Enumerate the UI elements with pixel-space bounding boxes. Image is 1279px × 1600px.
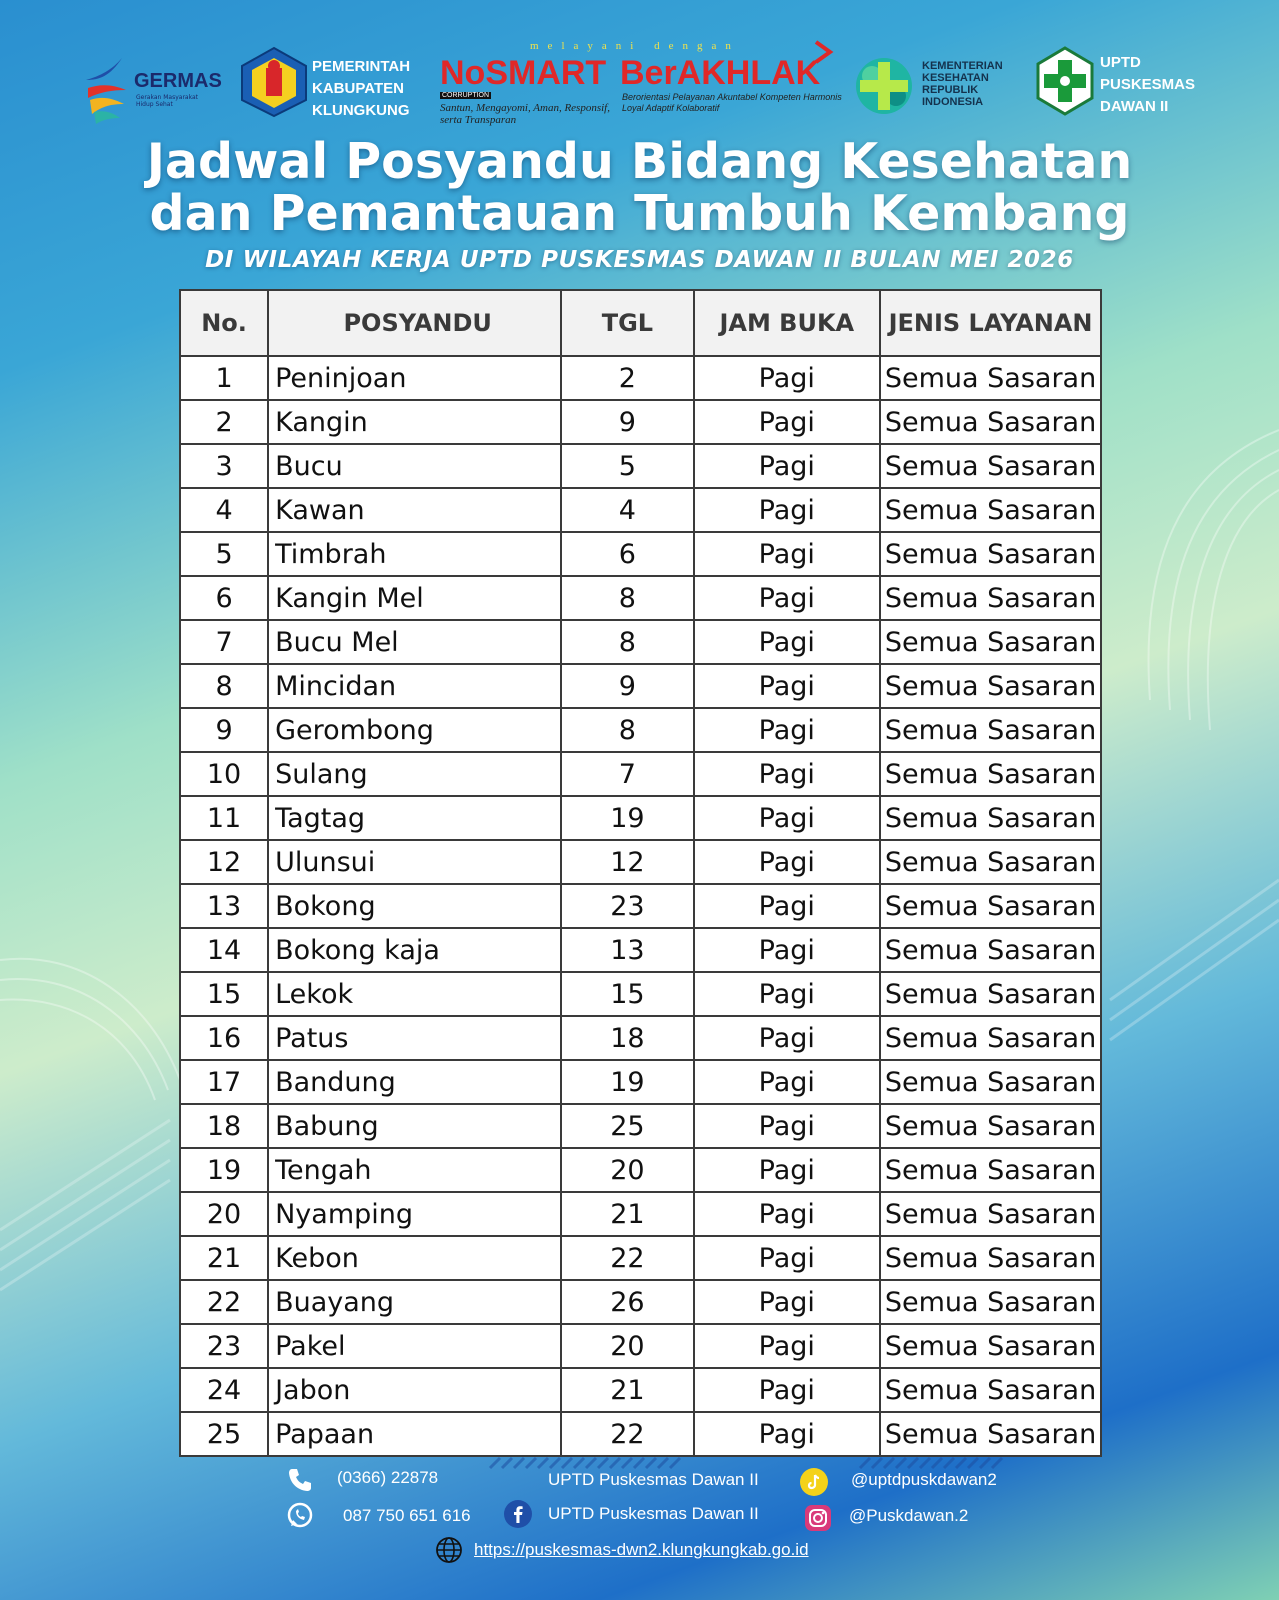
- whatsapp-number: 087 750 651 616: [343, 1506, 471, 1525]
- table-row: [180, 1104, 1101, 1148]
- header-jenis-layanan: JENIS LAYANAN: [880, 290, 1101, 356]
- header-no: No.: [180, 290, 268, 356]
- row-no: 10: [180, 752, 268, 796]
- posyandu-name: Bucu: [268, 444, 561, 488]
- row-no: 14: [180, 928, 268, 972]
- table-row: [180, 1280, 1101, 1324]
- globe-icon: [435, 1536, 463, 1564]
- jenis-layanan-value: Semua Sasaran: [880, 752, 1101, 796]
- tgl-value: 8: [561, 576, 693, 620]
- table-row: [180, 576, 1101, 620]
- jenis-layanan-value: Semua Sasaran: [880, 1016, 1101, 1060]
- tiktok-icon[interactable]: [800, 1468, 828, 1496]
- pemkab-text: [312, 56, 410, 122]
- jam-buka-value: Pagi: [694, 840, 881, 884]
- jenis-layanan-value: Semua Sasaran: [880, 1148, 1101, 1192]
- table-row: [180, 400, 1101, 444]
- tgl-value: 8: [561, 620, 693, 664]
- pemkab-klungkung-logo: [238, 46, 418, 126]
- row-no: 17: [180, 1060, 268, 1104]
- jam-buka-value: Pagi: [694, 400, 881, 444]
- posyandu-name: Nyamping: [268, 1192, 561, 1236]
- row-no: 6: [180, 576, 268, 620]
- berakhlak-wordmark: BerAKHLAK: [620, 54, 821, 92]
- row-no: 9: [180, 708, 268, 752]
- jenis-layanan-value: Semua Sasaran: [880, 532, 1101, 576]
- jenis-layanan-value: Semua Sasaran: [880, 488, 1101, 532]
- posyandu-name: Buayang: [268, 1280, 561, 1324]
- jam-buka-value: Pagi: [694, 708, 881, 752]
- tgl-value: 2: [561, 356, 693, 400]
- jam-buka-value: Pagi: [694, 884, 881, 928]
- title-line-1: Jadwal Posyandu Bidang Kesehatan: [146, 133, 1133, 190]
- tgl-value: 22: [561, 1412, 693, 1456]
- jam-buka-value: Pagi: [694, 444, 881, 488]
- row-no: 24: [180, 1368, 268, 1412]
- page-subtitle: DI WILAYAH KERJA UPTD PUSKESMAS DAWAN II BULAN MEI 2026: [205, 247, 1074, 273]
- table-row: [180, 356, 1101, 400]
- posyandu-name: Bucu Mel: [268, 620, 561, 664]
- kemenkes-text: [922, 60, 1003, 108]
- row-no: 4: [180, 488, 268, 532]
- tgl-value: 12: [561, 840, 693, 884]
- jenis-layanan-value: Semua Sasaran: [880, 576, 1101, 620]
- jenis-layanan-value: Semua Sasaran: [880, 664, 1101, 708]
- table-row: [180, 1148, 1101, 1192]
- posyandu-name: Bokong kaja: [268, 928, 561, 972]
- posyandu-name: Gerombong: [268, 708, 561, 752]
- table-row: [180, 752, 1101, 796]
- row-no: 1: [180, 356, 268, 400]
- tgl-value: 19: [561, 796, 693, 840]
- smart-top-text: melayani dengan: [530, 40, 740, 52]
- table-body: [180, 356, 1101, 1456]
- tgl-value: 20: [561, 1324, 693, 1368]
- kemenkes-line-4: INDONESIA: [922, 96, 984, 108]
- jenis-layanan-value: Semua Sasaran: [880, 1192, 1101, 1236]
- kemenkes-line-3: REPUBLIK: [922, 84, 979, 96]
- posyandu-name: Pakel: [268, 1324, 561, 1368]
- tgl-value: 8: [561, 708, 693, 752]
- posyandu-name: Jabon: [268, 1368, 561, 1412]
- jam-buka-value: Pagi: [694, 1148, 881, 1192]
- tgl-value: 25: [561, 1104, 693, 1148]
- tgl-value: 20: [561, 1148, 693, 1192]
- posyandu-name: Kebon: [268, 1236, 561, 1280]
- tgl-value: 21: [561, 1192, 693, 1236]
- germas-wordmark: GERMAS: [134, 70, 222, 92]
- posyandu-name: Kangin: [268, 400, 561, 444]
- row-no: 21: [180, 1236, 268, 1280]
- jam-buka-value: Pagi: [694, 1192, 881, 1236]
- berakhlak-tagline: Berorientasi Pelayanan Akuntabel Kompeten Harmonis Loyal Adaptif Kolaboratif: [622, 92, 842, 113]
- posyandu-name: Patus: [268, 1016, 561, 1060]
- table-row: [180, 620, 1101, 664]
- kemenkes-emblem-icon: [852, 50, 916, 122]
- table-row: [180, 840, 1101, 884]
- tgl-value: 5: [561, 444, 693, 488]
- row-no: 23: [180, 1324, 268, 1368]
- facebook-name[interactable]: UPTD Puskesmas Dawan II: [548, 1504, 759, 1523]
- jam-buka-value: Pagi: [694, 356, 881, 400]
- contact-footer: [0, 1456, 1279, 1576]
- posyandu-name: Timbrah: [268, 532, 561, 576]
- jam-buka-value: Pagi: [694, 1368, 881, 1412]
- tgl-value: 9: [561, 400, 693, 444]
- puskesmas-cross-icon: [1034, 46, 1096, 118]
- row-no: 25: [180, 1412, 268, 1456]
- nosmart-wordmark: NoSMART: [440, 54, 607, 92]
- table-row: [180, 884, 1101, 928]
- pemkab-line-1: PEMERINTAH: [312, 58, 411, 75]
- tgl-value: 6: [561, 532, 693, 576]
- tgl-value: 9: [561, 664, 693, 708]
- row-no: 15: [180, 972, 268, 1016]
- jenis-layanan-value: Semua Sasaran: [880, 1280, 1101, 1324]
- tgl-value: 18: [561, 1016, 693, 1060]
- tgl-value: 23: [561, 884, 693, 928]
- posyandu-name: Lekok: [268, 972, 561, 1016]
- posyandu-name: Bokong: [268, 884, 561, 928]
- table-row: [180, 1324, 1101, 1368]
- jam-buka-value: Pagi: [694, 488, 881, 532]
- tgl-value: 15: [561, 972, 693, 1016]
- kemenkes-line-2: KESEHATAN: [922, 72, 989, 84]
- jam-buka-value: Pagi: [694, 1280, 881, 1324]
- jenis-layanan-value: Semua Sasaran: [880, 356, 1101, 400]
- kemenkes-logo: [852, 50, 1012, 126]
- page-title: [0, 133, 1279, 242]
- row-no: 20: [180, 1192, 268, 1236]
- jenis-layanan-value: Semua Sasaran: [880, 1368, 1101, 1412]
- jam-buka-value: Pagi: [694, 1412, 881, 1456]
- uptd-line-1: UPTD: [1100, 54, 1141, 71]
- jenis-layanan-value: Semua Sasaran: [880, 1060, 1101, 1104]
- jenis-layanan-value: Semua Sasaran: [880, 972, 1101, 1016]
- table-row: [180, 488, 1101, 532]
- table-row: [180, 928, 1101, 972]
- jam-buka-value: Pagi: [694, 532, 881, 576]
- row-no: 16: [180, 1016, 268, 1060]
- row-no: 22: [180, 1280, 268, 1324]
- site-name: UPTD Puskesmas Dawan II: [548, 1470, 759, 1489]
- klungkung-crest-icon: [238, 46, 310, 118]
- row-no: 11: [180, 796, 268, 840]
- table-row: [180, 1016, 1101, 1060]
- phone-number: (0366) 22878: [337, 1468, 439, 1487]
- row-no: 3: [180, 444, 268, 488]
- uptd-puskesmas-logo: [1034, 46, 1234, 130]
- jenis-layanan-value: Semua Sasaran: [880, 1324, 1101, 1368]
- posyandu-name: Kangin Mel: [268, 576, 561, 620]
- jam-buka-value: Pagi: [694, 664, 881, 708]
- row-no: 2: [180, 400, 268, 444]
- table-row: [180, 1368, 1101, 1412]
- jenis-layanan-value: Semua Sasaran: [880, 928, 1101, 972]
- smart-berakhlak-logo: [440, 40, 840, 130]
- row-no: 5: [180, 532, 268, 576]
- posyandu-name: Sulang: [268, 752, 561, 796]
- table-row: [180, 1412, 1101, 1456]
- row-no: 18: [180, 1104, 268, 1148]
- posyandu-name: Mincidan: [268, 664, 561, 708]
- germas-logo: [82, 54, 222, 124]
- title-line-2: dan Pemantauan Tumbuh Kembang: [149, 185, 1130, 242]
- table-row: [180, 796, 1101, 840]
- corruption-badge: CORRUPTION: [442, 92, 490, 99]
- jenis-layanan-value: Semua Sasaran: [880, 1236, 1101, 1280]
- table-row: [180, 444, 1101, 488]
- tgl-value: 26: [561, 1280, 693, 1324]
- jenis-layanan-value: Semua Sasaran: [880, 884, 1101, 928]
- jenis-layanan-value: Semua Sasaran: [880, 400, 1101, 444]
- table-header-row: [180, 290, 1101, 356]
- table-row: [180, 532, 1101, 576]
- tgl-value: 4: [561, 488, 693, 532]
- posyandu-schedule-table: [179, 289, 1102, 1457]
- germas-tagline: Gerakan Masyarakat Hidup Sehat: [136, 94, 198, 108]
- table-row: [180, 1236, 1101, 1280]
- uptd-line-2: PUSKESMAS: [1100, 76, 1196, 93]
- row-no: 13: [180, 884, 268, 928]
- table-row: [180, 708, 1101, 752]
- logo-bar: [0, 40, 1279, 130]
- tgl-value: 13: [561, 928, 693, 972]
- header-jam-buka: JAM BUKA: [694, 290, 881, 356]
- posyandu-name: Bandung: [268, 1060, 561, 1104]
- jenis-layanan-value: Semua Sasaran: [880, 444, 1101, 488]
- table-row: [180, 1060, 1101, 1104]
- pemkab-line-3: KLUNGKUNG: [312, 102, 410, 119]
- phone-icon: [286, 1466, 314, 1494]
- jenis-layanan-value: Semua Sasaran: [880, 796, 1101, 840]
- posyandu-name: Peninjoan: [268, 356, 561, 400]
- jam-buka-value: Pagi: [694, 1060, 881, 1104]
- jam-buka-value: Pagi: [694, 972, 881, 1016]
- posyandu-name: Kawan: [268, 488, 561, 532]
- posyandu-name: Ulunsui: [268, 840, 561, 884]
- website-link[interactable]: https://puskesmas-dwn2.klungkungkab.go.id: [474, 1540, 809, 1559]
- jam-buka-value: Pagi: [694, 928, 881, 972]
- chevron-right-icon: [812, 40, 834, 64]
- jam-buka-value: Pagi: [694, 752, 881, 796]
- jam-buka-value: Pagi: [694, 620, 881, 664]
- uptd-text: [1100, 52, 1195, 118]
- jenis-layanan-value: Semua Sasaran: [880, 1104, 1101, 1148]
- tgl-value: 19: [561, 1060, 693, 1104]
- row-no: 12: [180, 840, 268, 884]
- facebook-icon[interactable]: [504, 1500, 532, 1528]
- tiktok-handle[interactable]: @uptdpuskdawan2: [851, 1470, 997, 1489]
- table-row: [180, 972, 1101, 1016]
- table-row: [180, 664, 1101, 708]
- jam-buka-value: Pagi: [694, 796, 881, 840]
- posyandu-name: Papaan: [268, 1412, 561, 1456]
- tgl-value: 21: [561, 1368, 693, 1412]
- jenis-layanan-value: Semua Sasaran: [880, 708, 1101, 752]
- pemkab-line-2: KABUPATEN: [312, 80, 404, 97]
- smart-tagline: Santun, Mengayomi, Aman, Responsif, serta Transparan: [440, 102, 610, 126]
- germas-emblem-icon: [82, 54, 134, 124]
- table-row: [180, 1192, 1101, 1236]
- tgl-value: 7: [561, 752, 693, 796]
- posyandu-name: Babung: [268, 1104, 561, 1148]
- uptd-line-3: DAWAN II: [1100, 98, 1169, 115]
- kemenkes-line-1: KEMENTERIAN: [922, 60, 1003, 72]
- jam-buka-value: Pagi: [694, 1104, 881, 1148]
- header-posyandu: POSYANDU: [268, 290, 561, 356]
- row-no: 19: [180, 1148, 268, 1192]
- instagram-icon[interactable]: [804, 1504, 832, 1532]
- jenis-layanan-value: Semua Sasaran: [880, 620, 1101, 664]
- jam-buka-value: Pagi: [694, 1016, 881, 1060]
- posyandu-name: Tengah: [268, 1148, 561, 1192]
- jam-buka-value: Pagi: [694, 1324, 881, 1368]
- jam-buka-value: Pagi: [694, 1236, 881, 1280]
- posyandu-name: Tagtag: [268, 796, 561, 840]
- jam-buka-value: Pagi: [694, 576, 881, 620]
- row-no: 7: [180, 620, 268, 664]
- row-no: 8: [180, 664, 268, 708]
- jenis-layanan-value: Semua Sasaran: [880, 840, 1101, 884]
- header-tgl: TGL: [561, 290, 693, 356]
- jenis-layanan-value: Semua Sasaran: [880, 1412, 1101, 1456]
- tgl-value: 22: [561, 1236, 693, 1280]
- whatsapp-icon[interactable]: [286, 1502, 314, 1530]
- instagram-handle[interactable]: @Puskdawan.2: [849, 1506, 969, 1525]
